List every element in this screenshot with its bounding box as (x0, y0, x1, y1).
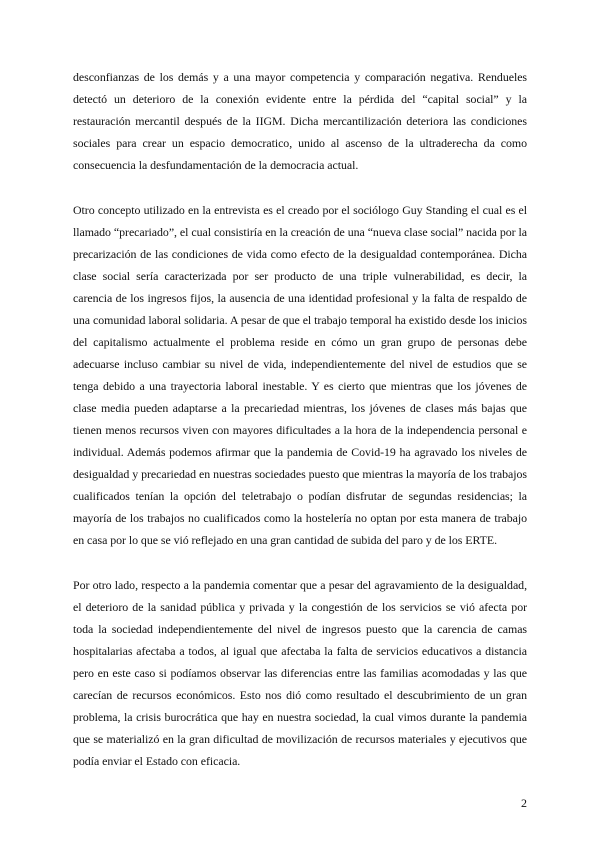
page-number: 2 (521, 796, 527, 810)
paragraph-social-capital: desconfianzas de los demás y a una mayor competencia y comparación negativa. Rendueles detectó un deterioro de la conexión evidente entre la pérdida del “capital social” y la restauración mercantil después de la IIGM. Dicha mercantilización deteriora las condiciones sociales para crear un espacio democratico, unido al ascenso de la ultraderecha da como consecuencia la desfundamentación de la democracia actual. (73, 70, 527, 172)
paragraph-precariado: Otro concepto utilizado en la entrevista es el creado por el sociólogo Guy Standing el cual es el llamado “precariado”, el cual consistiría en la creación de una “nueva clase social” nacida por la precarización de las condiciones de vida como efecto de la desigualdad contemporánea. Dicha clase social sería caracterizada por ser producto de una triple vulnerabilidad, es decir, la carencia de los ingresos fijos, la ausencia de una identidad profesional y la falta de respaldo de una comunidad laboral solidaria. A pesar de que el trabajo temporal ha existido desde los inicios del capitalismo actualmente el problema reside en cómo un gran grupo de personas debe adecuarse incluso cambiar su nivel de vida, independientemente del nivel de estudios que se tenga debido a una trayectoria laboral inestable. Y es cierto que mientras que los jóvenes de clase media pueden adaptarse a la precariedad mientras, los jóvenes de clases más bajas que tienen menos recursos viven con mayores dificultades a la hora de la independencia personal e individual. Además podemos afirmar que la pandemia de Covid-19 ha agravado los niveles de desigualdad y precariedad en nuestras sociedades puesto que mientras la mayoría de los trabajos cualificados tenían la opción del teletrabajo o podían disfrutar de segundas residencias; la mayoría de los trabajos no cualificados como la hostelería no optan por esta manera de trabajo en casa por lo que se vió reflejado en una gran cantidad de subida del paro y de los ERTE. (73, 203, 527, 547)
page-body (73, 66, 527, 795)
paragraph-pandemic: Por otro lado, respecto a la pandemia comentar que a pesar del agravamiento de la desigualdad, el deterioro de la sanidad pública y privada y la congestión de los servicios se vió afecta por toda la sociedad independientemente del nivel de ingresos puesto que la carencia de camas hospitalarias afectaba a todos, al igual que afectaba la falta de servicios educativos a distancia pero en este caso si podíamos observar las diferencias entre las familias acomodadas y las que carecían de recursos económicos. Esto nos dió como resultado el descubrimiento de un gran problema, la crisis burocrática que hay en nuestra sociedad, la cual vimos durante la pandemia que se materializó en la gran dificultad de movilización de recursos materiales y ejecutivos que podía enviar el Estado con eficacia. (73, 578, 527, 768)
